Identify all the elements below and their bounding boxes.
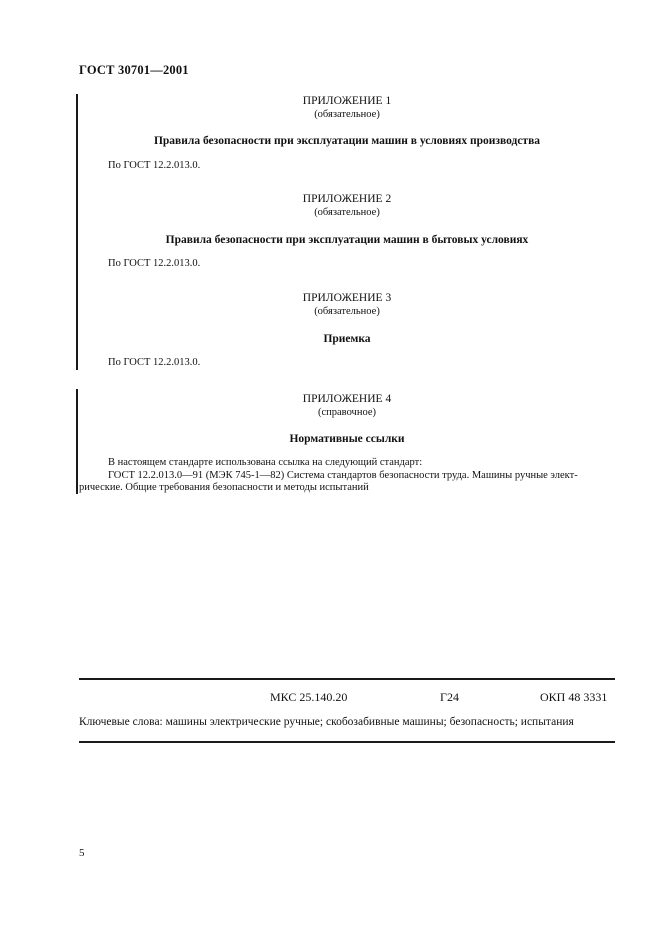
appendix-1-status: (обязательное): [314, 109, 380, 120]
appendix-4-status: (справочное): [318, 407, 376, 418]
footer-rule-top: [79, 678, 615, 680]
change-bar: [76, 94, 78, 370]
appendix-2-body: По ГОСТ 12.2.013.0.: [108, 258, 201, 269]
okp-code: ОКП 48 3331: [540, 690, 608, 704]
appendix-2-status: (обязательное): [314, 207, 380, 218]
appendix-4-label: ПРИЛОЖЕНИЕ 4: [302, 393, 392, 405]
reference-line-1: ГОСТ 12.2.013.0—91 (МЭК 745-1—82) Система стандартов безопасности труда. Машины ручные элект-: [108, 469, 578, 481]
references-intro: В настоящем стандарте использована ссылка на следующий стандарт:: [108, 457, 423, 468]
normative-references: [79, 457, 615, 495]
change-bar: [76, 389, 78, 494]
reference-line-2: рические. Общие требования безопасности и методы испытаний: [79, 482, 369, 493]
mks-code: МКС 25.140.20: [270, 690, 348, 704]
appendix-3-title: Приемка: [323, 333, 371, 345]
footer-rule-bottom: [79, 741, 615, 743]
appendix-3-status: (обязательное): [314, 306, 380, 317]
appendix-1-body: По ГОСТ 12.2.013.0.: [108, 160, 201, 171]
appendix-2-label: ПРИЛОЖЕНИЕ 2: [302, 193, 392, 205]
appendix-2-title: Правила безопасности при эксплуатации машин в бытовых условиях: [165, 234, 529, 246]
keywords: Ключевые слова: машины электрические ручные; скобозабивные машины; безопасность; испытания: [79, 716, 574, 728]
group-code: Г24: [440, 690, 459, 704]
document-header: ГОСТ 30701—2001: [79, 63, 189, 77]
page-number: 5: [79, 847, 85, 859]
appendix-4-title: Нормативные ссылки: [289, 433, 405, 445]
appendix-3-body: По ГОСТ 12.2.013.0.: [108, 357, 201, 368]
appendix-1-label: ПРИЛОЖЕНИЕ 1: [302, 95, 392, 107]
appendix-1-title: Правила безопасности при эксплуатации машин в условиях производства: [153, 135, 541, 147]
appendix-3-label: ПРИЛОЖЕНИЕ 3: [302, 292, 392, 304]
